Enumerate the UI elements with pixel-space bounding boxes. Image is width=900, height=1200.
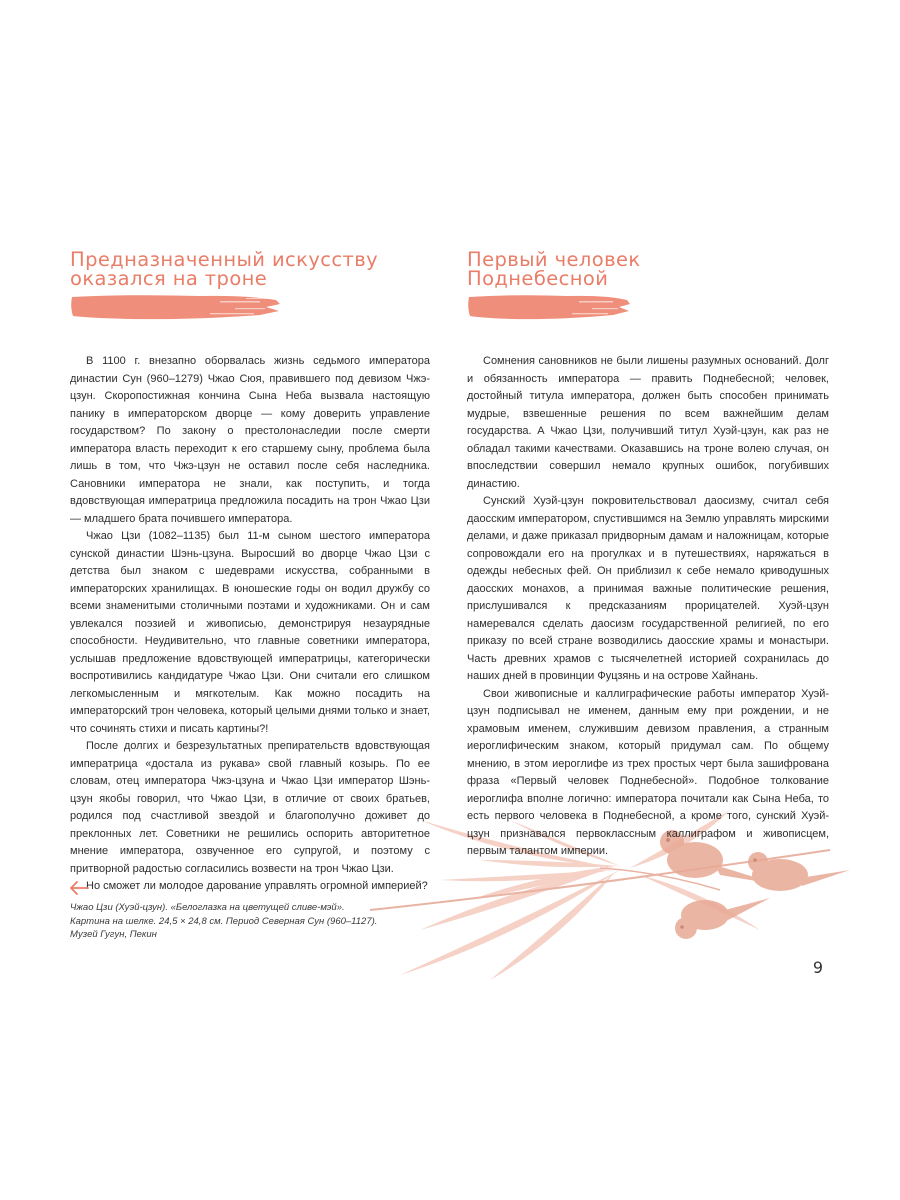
left-section-title bbox=[70, 250, 378, 288]
right-title-line-2: Поднебесной bbox=[467, 267, 609, 290]
right-title-line-1: Первый человек bbox=[467, 248, 641, 271]
left-paragraph-1: В 1100 г. внезапно оборвалась жизнь седьмого императора династии Сун (960–1279) Чжао Сюя, правившего под девизом Чжэ-цзун. Скоропостижная кончина Сына Неба вызвала настоящую панику в императорском дворце — кому доверить управление государством? По закону о престолонаследии после смерти императора власть переходит к его старшему сыну, проблема была лишь в том, что Чжэ-цзун не оставил после себя наследника. Сановники императора не знали, как поступить, и тогда вдовствующая императрица предложила посадить на трон Чжао Цзи — младшего брата почившего императора. bbox=[70, 355, 430, 525]
right-paragraph-2: Сунский Хуэй-цзун покровительствовал даосизму, считал себя даосским императором, спустившимся на Землю управлять мирскими делами, и даже приказал придворным дамам и наложницам, которые сопровождали его на прогулках и в путешествиях, наряжаться в одежды небесных фей. Он приблизил к себе немало криводушных даосских монахов, а принимая важные политические решения, прислушивался к предсказаниям прорицателей. Хуэй-цзун намеревался сделать даосизм государственной религией, по его приказу по всей стране возводились даосские храмы и монастыри. Часть древних храмов с тысячелетней историей сохранилась до наших дней в провинции Фуцзянь и на острове Хайнань. bbox=[467, 495, 829, 682]
arrow-left-icon bbox=[68, 880, 90, 896]
caption-line-1: Чжао Цзи (Хуэй-цзун). «Белоглазка на цветущей сливе-мэй». bbox=[70, 902, 345, 913]
left-paragraph-3: После долгих и безрезультатных препирательств вдовствующая императрица «достала из рукава» свой главный козырь. По ее словам, отец императора Чжэ-цзуна и Чжао Цзи император Шэнь-цзун якобы говорил, что Чжао Цзи, в отличие от своих братьев, родился под счастливой звездой и благополучно доживет до преклонных лет. Советники не решились оспорить авторитетное мнение императора, озвученное его супругой, и поэтому с притворной радостью согласились возвести на трон Чжао Цзи. bbox=[70, 740, 430, 875]
left-title-line-1: Предназначенный искусству bbox=[70, 248, 379, 271]
left-paragraph-2: Чжао Цзи (1082–1135) был 11-м сыном шестого императора сунской династии Шэнь-цзуна. Выросший во дворце Чжао Цзи с детства был знаком с шедеврами искусства, собранными в императорских хранилищах. В юношеские годы он водил дружбу со всеми знаменитыми столичными поэтами и художниками. Он и сам увлекался поэзией и живописью, демонстрируя незаурядные способности. Неудивительно, что главные советники императора, услышав предложение вдовствующей императрицы, категорически воспротивились кандидатуре Чжао Цзи. Они считали его слишком легкомысленным и мягкотелым. Как можно посадить на императорский трон человека, который целыми днями только и знает, что сочинять стихи и писать картины?! bbox=[70, 530, 430, 735]
right-paragraph-1: Сомнения сановников не были лишены разумных оснований. Долг и обязанность императора — править Поднебесной; человек, достойный титула императора, должен быть способен принимать мудрые, взвешенные решения по всем важнейшим делам государства. А Чжао Цзи, получивший титул Хуэй-цзун, как раз не обладал такими качествами. Оказавшись на троне волею случая, он впоследствии совершил немало крупных ошибок, погубивших династию. bbox=[467, 355, 829, 490]
right-brush-stroke bbox=[467, 292, 632, 322]
left-paragraph-4: Но сможет ли молодое дарование управлять огромной империей? bbox=[86, 880, 428, 892]
caption-line-3: Музей Гугун, Пекин bbox=[70, 929, 157, 940]
right-paragraph-3: Свои живописные и каллиграфические работы император Хуэй-цзун подписывал не именем, данным ему при рождении, и не храмовым именем, служившим девизом правления, а странным иероглифическим знаком, который придумал сам. По общему мнению, в этом иероглифе из трех простых черт была зашифрована фраза «Первый человек Поднебесной». Подобное толкование иероглифа вполне логично: императора почитали как Сына Неба, то есть первого человека в Поднебесной, а кроме того, сунский Хуэй-цзун признавался первоклассным каллиграфом и живописцем, первым талантом империи. bbox=[467, 687, 829, 857]
caption-line-2: Картина на шелке. 24,5 × 24,8 см. Период Северная Сун (960–1127). bbox=[70, 915, 378, 927]
left-body-text bbox=[70, 353, 430, 896]
page-number: 9 bbox=[812, 958, 824, 977]
left-title-line-2: оказался на троне bbox=[70, 267, 268, 290]
left-brush-stroke bbox=[70, 292, 282, 322]
painting-caption bbox=[70, 901, 430, 942]
right-section-title bbox=[467, 250, 641, 288]
right-body-text bbox=[467, 353, 829, 861]
